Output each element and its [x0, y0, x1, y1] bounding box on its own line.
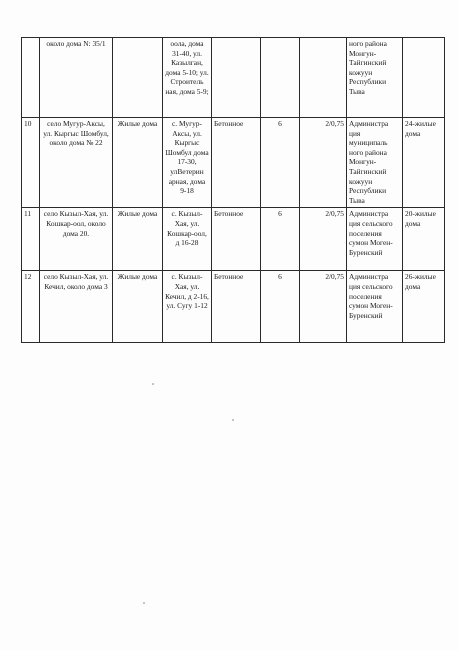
location-cell: село Кызыл-Хая, ул. Кошкар-оол, около дома 20. [40, 208, 113, 271]
owner-cell: Администра ция сельского поселения сумон Моген-Буренский [347, 208, 403, 271]
scan-speck [143, 602, 145, 604]
scan-speck [232, 419, 234, 421]
purpose-cell: Жилые дома [113, 271, 163, 343]
count-cell: 26-жилые дома [403, 271, 445, 343]
purpose-cell: Жилые дома [113, 208, 163, 271]
surface-cell: Бетонное [212, 118, 261, 208]
row-number [22, 38, 40, 118]
purpose-cell [113, 38, 163, 118]
area-cell [261, 38, 300, 118]
count-cell: 24-жилые дома [403, 118, 445, 208]
table-row [22, 38, 445, 118]
count-cell [403, 38, 445, 118]
row-number: 11 [22, 208, 40, 271]
purpose-cell: Жилые дома [113, 118, 163, 208]
row-number: 12 [22, 271, 40, 343]
owner-cell: Администра ция сельского поселения сумон Моген-Буренский [347, 271, 403, 343]
served-objects-cell: оола, дома 31-40, ул. Казылган, дома 5-10; ул. Строитель ная, дома 5-9; [163, 38, 212, 118]
surface-cell [212, 38, 261, 118]
containers-cell: 2/0,75 [300, 118, 347, 208]
row-number: 10 [22, 118, 40, 208]
containers-cell: 2/0,75 [300, 271, 347, 343]
location-cell: село Мугур-Аксы, ул. Кыргыс Шомбул, около дома № 22 [40, 118, 113, 208]
served-objects-cell: с. Кызыл-Хая, ул. Кечил, д 2-16, ул. Сугу 1-12 [163, 271, 212, 343]
area-cell: 6 [261, 118, 300, 208]
scan-speck [152, 383, 154, 385]
table-row [22, 118, 445, 208]
area-cell: 6 [261, 208, 300, 271]
owner-cell: ного района Монгун-Тайгинский кожуун Республики Тыва [347, 38, 403, 118]
surface-cell: Бетонное [212, 208, 261, 271]
location-cell: село Кызыл-Хая, ул. Кечил, около дома 3 [40, 271, 113, 343]
table-row [22, 271, 445, 343]
count-cell: 20-жилые дома [403, 208, 445, 271]
served-objects-cell: с. Кызыл-Хая, ул. Кошкар-оол, д 16-28 [163, 208, 212, 271]
served-objects-cell: с. Мугур-Аксы, ул. Кыргыс Шомбул дома 17-30, улВетерин арная, дома 9-18 [163, 118, 212, 208]
location-cell: около дома N: 35/1 [40, 38, 113, 118]
containers-cell: 2/0,75 [300, 208, 347, 271]
table-row [22, 208, 445, 271]
surface-cell: Бетонное [212, 271, 261, 343]
waste-sites-table [21, 37, 445, 343]
containers-cell [300, 38, 347, 118]
owner-cell: Администра ция муниципаль ного района Монгун-Тайгинский кожуун Республики Тыва [347, 118, 403, 208]
area-cell: 6 [261, 271, 300, 343]
